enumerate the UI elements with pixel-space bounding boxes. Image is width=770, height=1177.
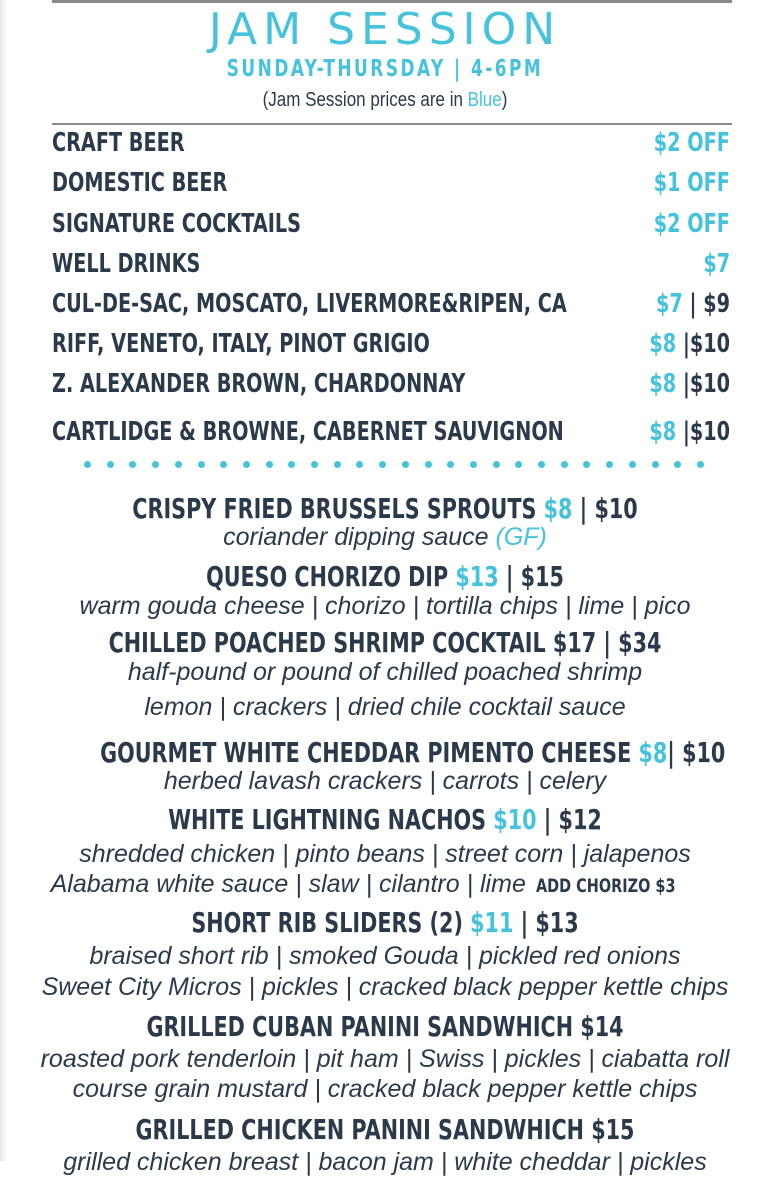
drink-price [649,327,730,361]
divider-dot [561,461,568,468]
food-desc-line: Sweet City Micros | pickles | cracked black pepper kettle chips [41,973,729,1001]
drink-name: RIFF, VENETO, ITALY, PINOT GRIGIO [52,329,430,359]
divider-dot [152,461,159,468]
menu-title: JAM SESSION [208,4,562,55]
top-divider [52,0,732,3]
dotted-divider [84,461,704,469]
drink-row [52,166,730,200]
food-regular-price: | $13 [513,906,579,939]
drink-price [703,247,730,281]
food-regular-price: | $15 [498,560,564,593]
food-item-title [100,803,670,837]
divider-dot [243,461,250,468]
food-jam-price: $8 [543,492,573,525]
drink-name: Z. ALEXANDER BROWN, CHARDONNAY [52,369,466,399]
drink-jam-price: $2 OFF [653,209,730,239]
drink-jam-price: $8 [649,329,677,359]
price-separator: | [682,289,704,319]
divider-dot [107,461,114,468]
divider-dot [175,461,182,468]
divider-dot [652,461,659,468]
divider-dot [84,461,91,468]
food-item-description [0,869,770,901]
drink-regular-price: $10 [689,329,730,359]
food-desc-line: roasted pork tenderloin | pit ham | Swiss | pickles | ciabatta roll [40,1045,730,1073]
divider-dot [606,461,613,468]
food-item-title [100,492,670,526]
gluten-free-tag: (GF) [495,523,547,551]
price-separator: | [676,329,690,359]
drink-row [52,207,730,241]
food-desc-line: Alabama white sauce | slaw | cilantro | lime [50,870,526,898]
divider-dot [447,461,454,468]
price-note-suffix: ) [501,89,508,111]
drink-name: CUL-DE-SAC, MOSCATO, LIVERMORE&RIPEN, CA [52,289,567,319]
drink-row [52,126,730,160]
drink-price [654,207,730,241]
divider-dot [583,461,590,468]
divider-dot [379,461,386,468]
food-name: CHILLED POACHED SHRIMP COCKTAIL $17 | $34 [108,626,662,659]
food-item-title [100,736,726,770]
food-item-title [100,1010,670,1044]
food-jam-price: $10 [493,803,537,836]
food-desc-line: course grain mustard | cracked black pepper kettle chips [72,1075,698,1103]
drink-regular-price: $10 [689,369,730,399]
drink-price [654,126,730,160]
price-separator: | [676,417,690,447]
divider-dot [515,461,522,468]
cropped-line [0,1147,770,1176]
food-name: WHITE LIGHTNING NACHOS [168,803,494,836]
drink-price [656,287,730,321]
drink-row [52,247,730,281]
drink-jam-price: $1 OFF [653,168,730,198]
price-separator: | [676,369,690,399]
drink-price [654,166,730,200]
drink-regular-price: $10 [689,417,730,447]
food-name: CRISPY FRIED BRUSSELS SPROUTS [132,492,544,525]
divider-dot [356,461,363,468]
drink-name: DOMESTIC BEER [52,168,228,198]
price-note [58,86,713,114]
divider-dot [470,461,477,468]
drink-price [649,415,730,449]
drink-price [649,367,730,401]
drink-name: CRAFT BEER [52,128,185,158]
divider-dot [311,461,318,468]
drink-jam-price: $7 [703,249,730,279]
menu-days: SUNDAY-THURSDAY | 4-6PM [226,56,544,82]
food-desc-line: lemon | crackers | dried chile cocktail sauce [144,693,626,721]
drink-jam-price: $7 [656,289,683,319]
drink-jam-price: $2 OFF [653,128,730,158]
drink-name: WELL DRINKS [52,249,201,279]
divider-dot [334,461,341,468]
food-desc-line: warm gouda cheese | chorizo | tortilla chips | lime | pico [79,592,691,620]
header-divider [52,123,732,125]
drink-regular-price: $9 [703,289,730,319]
divider-dot [674,461,681,468]
food-desc-line: coriander dipping sauce [223,523,496,551]
food-name: SHORT RIB SLIDERS (2) [191,906,471,939]
food-name: GRILLED CHICKEN PANINI SANDWHICH $15 [135,1113,635,1146]
food-item-title [100,1113,670,1147]
price-note-prefix: (Jam Session prices are in [262,89,468,111]
food-jam-price: $13 [455,560,499,593]
divider-dot [493,461,500,468]
food-name: GOURMET WHITE CHEDDAR PIMENTO CHEESE [100,736,639,769]
food-name: GRILLED CUBAN PANINI SANDWHICH $14 [146,1010,624,1043]
divider-dot [220,461,227,468]
price-note-blue: Blue [467,89,502,111]
divider-dot [697,461,704,468]
food-item-description [0,522,770,552]
divider-dot [425,461,432,468]
divider-dot [538,461,545,468]
divider-dot [266,461,273,468]
food-jam-price: $11 [470,906,514,939]
divider-dot [402,461,409,468]
food-regular-price: | $10 [667,736,726,769]
food-desc-line: half-pound or pound of chilled poached shrimp [127,658,643,686]
drink-row [52,327,730,361]
food-name: QUESO CHORIZO DIP [206,560,456,593]
food-item-title [100,906,670,940]
drink-row [52,367,730,401]
food-desc-line: herbed lavash crackers | carrots | celery [163,767,607,795]
drink-jam-price: $8 [649,369,677,399]
food-desc-line: braised short rib | smoked Gouda | pickled red onions [89,942,681,970]
food-item-title [100,560,670,594]
divider-dot [198,461,205,468]
food-regular-price: | $12 [536,803,602,836]
food-regular-price: | $10 [572,492,638,525]
food-item-title [100,626,670,660]
drink-jam-price: $8 [649,417,677,447]
food-desc-line: grilled chicken breast | bacon jam | white cheddar | pickles [63,1148,707,1176]
drink-row [52,287,730,321]
drink-name: CARTLIDGE & BROWNE, CABERNET SAUVIGNON [52,417,564,447]
food-desc-line: shredded chicken | pinto beans | street corn | jalapenos [79,840,691,868]
divider-dot [629,461,636,468]
drink-name: SIGNATURE COCKTAILS [52,209,302,239]
drink-row [52,415,730,449]
divider-dot [129,461,136,468]
add-on-text: ADD CHORIZO $3 [535,875,676,897]
divider-dot [288,461,295,468]
food-jam-price: $8 [638,736,668,769]
